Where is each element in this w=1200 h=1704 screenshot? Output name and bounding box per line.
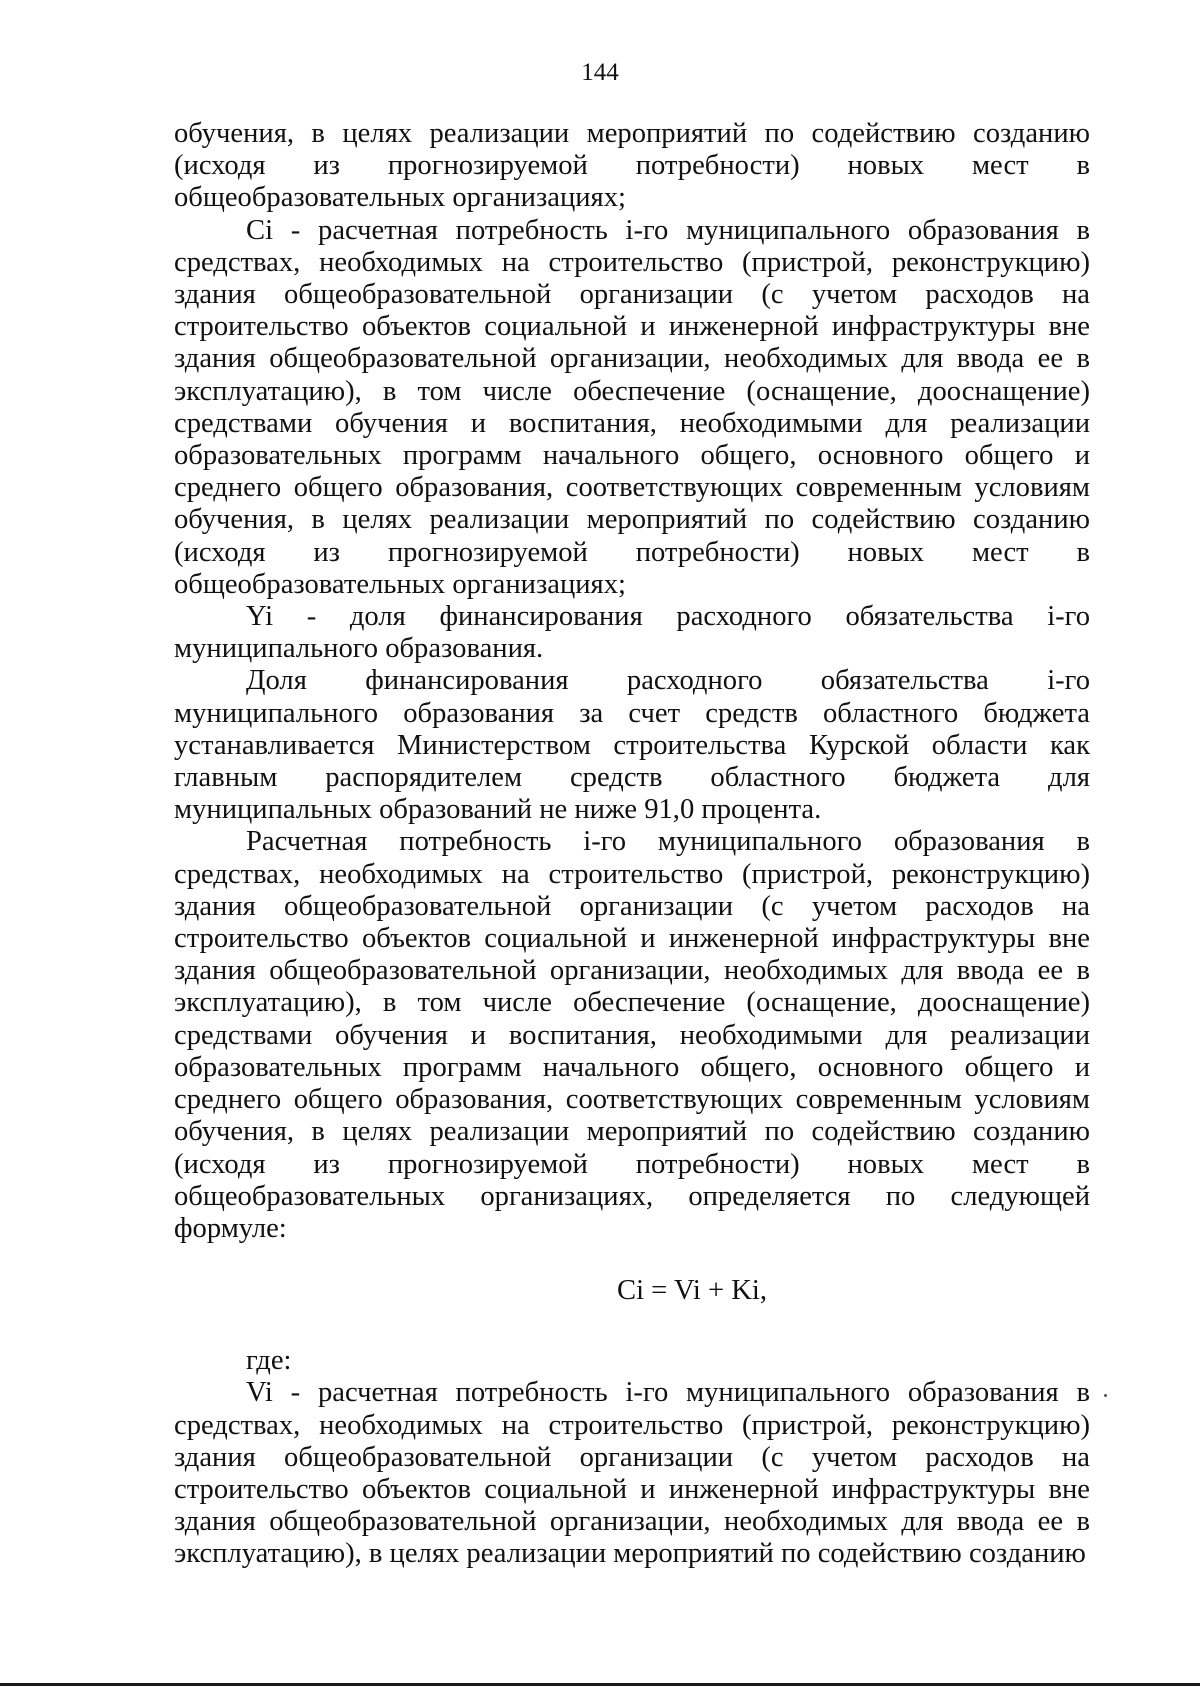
paragraph-vi-definition: Vi - расчетная потребность i-го муниципального образования в средствах, необходимых на строительство (пристрой, реконструкцию) здания общеобразовательной организации (с учетом расходов на строительство объектов социальной и инженерной инфраструктуры вне здания общеобразовательной организации, необходимых для ввода ее в эксплуатацию), в целях реализации мероприятий по содействию созданию (174, 1377, 1090, 1570)
formula-spacer (174, 1307, 1090, 1345)
paragraph-continuation: обучения, в целях реализации мероприятий по содействию созданию (исходя из прогнозируемой потребности) новых мест в общеобразовательных организациях; (174, 118, 1090, 214)
paragraph-funding-share: Доля финансирования расходного обязательства i-го муниципального образования за счет средств областного бюджета устанавливается Министерством строительства Курской области как главным распорядителем средств областного бюджета для муниципальных образований не ниже 91,0 процента. (174, 665, 1090, 826)
document-body (174, 118, 1090, 1571)
paragraph-yi-definition: Yi - доля финансирования расходного обязательства i-го муниципального образования. (174, 601, 1090, 665)
formula: Ci = Vi + Ki, (617, 1275, 767, 1307)
where-label: где: (246, 1345, 292, 1377)
paragraph-calculated-need: Расчетная потребность i-го муниципального образования в средствах, необходимых на строительство (пристрой, реконструкцию) здания общеобразовательной организации (с учетом расходов на строительство объектов социальной и инженерной инфраструктуры вне здания общеобразовательной организации, необходимых для ввода ее в эксплуатацию), в том числе обеспечение (оснащение, дооснащение) средствами обучения и воспитания, необходимыми для реализации образовательных программ начального общего, основного общего и среднего общего образования, соответствующих современным условиям обучения, в целях реализации мероприятий по содействию созданию (исходя из прогнозируемой потребности) новых мест в общеобразовательных организациях, определяется по следующей формуле: (174, 826, 1090, 1244)
scan-bottom-edge (0, 1683, 1200, 1686)
margin-mark (1104, 1394, 1107, 1397)
page-number: 144 (581, 59, 619, 86)
paragraph-ci-definition: Ci - расчетная потребность i-го муниципального образования в средствах, необходимых на строительство (пристрой, реконструкцию) здания общеобразовательной организации (с учетом расходов на строительство объектов социальной и инженерной инфраструктуры вне здания общеобразовательной организации, необходимых для ввода ее в эксплуатацию), в том числе обеспечение (оснащение, дооснащение) средствами обучения и воспитания, необходимыми для реализации образовательных программ начального общего, основного общего и среднего общего образования, соответствующих современным условиям обучения, в целях реализации мероприятий по содействию созданию (исходя из прогнозируемой потребности) новых мест в общеобразовательных организациях; (174, 214, 1090, 600)
